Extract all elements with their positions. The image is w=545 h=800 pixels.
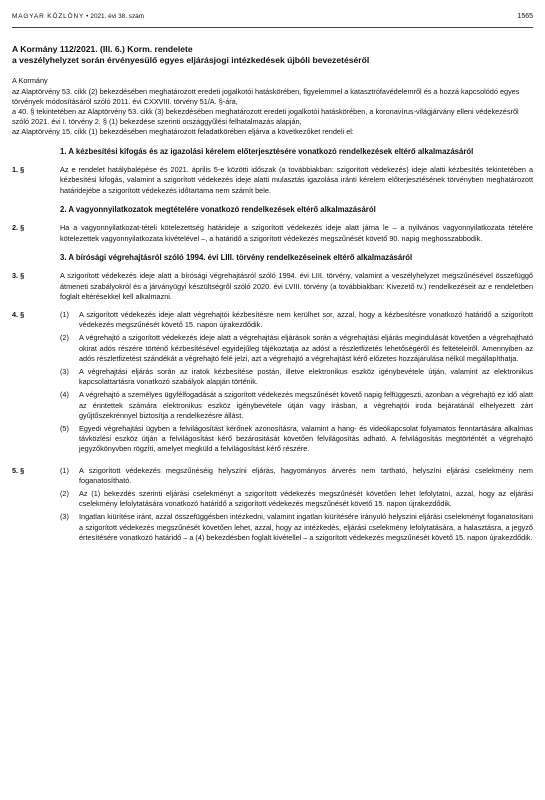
paragraph-number: (3) <box>60 367 69 377</box>
paragraph-number: (1) <box>60 465 69 475</box>
paragraph-text: A végrehajtó a személyes ügyfélfogadását a szigorított védekezés megszűnését követő napig felfüggeszti, azonban a végrehajtó ez idő alatt az érintettek számára elektronikus eszköz igénybevétele útján vagy írásban, a végrehajtói iroda bejáratánál elhelyezett zárt gyűjtőszekrénnyel biztosítja a rendelkezésre állást. <box>79 390 533 420</box>
preamble-line-4: az Alaptörvény 15. cikk (1) bekezdésében meghatározott feladatkörében eljárva a következőket rendeli el: <box>12 127 354 137</box>
section-text: Ha a vagyonnyilatkozat-tételi kötelezettség határideje a szigorított védekezés ideje alatt járna le – a nyilvános vagyonnyilatkozata tételére kötelezettek vagyonnyilatkozata kivételével –, a határidő a szigorított védekezés megszűnését követő 90. napig meghosszabbodik. <box>60 223 533 243</box>
title-line-1: A Kormány 112/2021. (III. 6.) Korm. rendelete <box>12 44 193 54</box>
section-3 <box>12 271 533 302</box>
section-1 <box>12 165 533 196</box>
paragraph-text: Ingatlan kiürítése iránt, azzal összefüggésben intézkedni, valamint ingatlan kiürítésére irányuló helyszíni eljárási cselekményt foganatosítani a szigorított védekezés megszűnését követően lehet, azzal, hogy az intézkedés, eljárási cselekmény lefolytatására, a halasztásra, a jegyző értesítésére vonatkozó határidő – a (4) bekezdésben foglalt kivétellel – a szigorított védekezés megszűnését követő 15. napon újrakezdődik. <box>79 512 533 542</box>
preamble-line-3: a 40. § tekintetében az Alaptörvény 53. cikk (3) bekezdésében meghatározott eredeti jogalkotói hatáskörében, a koronavírus-világjárvány elleni védekezésről szóló 2021. évi I. törvény 2. § (1) bekezdése szerinti országgyűlési felhatalmazás alapján, <box>12 107 519 127</box>
section-paragraphs <box>60 310 533 458</box>
paragraph-text: A végrehajtási eljárás során az iratok kézbesítése postán, illetve elektronikus eszköz igénybevétele útján, valamint az elektronikus kapcsolattartásra vonatkozó szabályok alapján történik. <box>79 367 533 387</box>
paragraph-number: (4) <box>60 390 69 400</box>
section-paragraphs <box>60 466 533 546</box>
chapter-heading: 3. A bírósági végrehajtásról szóló 1994. évi LIII. törvény rendelkezéseinek eltérő alkalmazásáról <box>60 252 413 262</box>
document-title <box>12 44 533 66</box>
section-5 <box>12 466 533 546</box>
paragraph-text: A szigorított védekezés megszűnéséig helyszíni eljárás, hagyományos árverés nem tartható, helyszíni eljárási cselekmény nem foganatosítható. <box>79 465 533 485</box>
title-line-2: a veszélyhelyzet során érvényesülő egyes eljárásjogi intézkedések újbóli bevezetéséről <box>12 55 370 66</box>
paragraph-number: (1) <box>60 310 69 320</box>
section-number: 3. § <box>12 271 25 281</box>
section-number: 2. § <box>12 223 25 233</box>
page-header <box>12 0 533 28</box>
section-text: A szigorított védekezés ideje alatt a bírósági végrehajtásról szóló 1994. évi LIII. törvény, valamint a veszélyhelyzet megszűnésével összefüggő átmeneti szabályokról és a járványügyi készültségről szóló 2020. évi LVIII. törvény (a továbbiakban: Kivezető tv.) rendelkezéseit az e rendeletben foglalt eltérésekkel kell alkalmazni. <box>60 271 533 301</box>
paragraph <box>60 466 533 486</box>
paragraph-text: A végrehajtó a szigorított védekezés ideje alatt a végrehajtási eljárások során a végrehajtási eljárás megindulását követően a végrehajtható okirat adós részére történő kézbesítésével egyidejűleg tájékoztatja az adóst a részletfizetés lehetőségéről és feltételeiről. Amennyiben az adós részletfizetést szándékát a végrehajtó felé jelzi, azt a végrehajtó a végrehajtást kérő előzetes hozzájárulása nélkül megállapíthatja. <box>79 333 533 363</box>
page-number: 1565 <box>517 13 533 20</box>
section-number: 5. § <box>12 465 25 475</box>
paragraph <box>60 512 533 543</box>
paragraph <box>60 333 533 364</box>
chapter-heading: 2. A vagyonnyilatkozatok megtételére vonatkozó rendelkezések eltérő alkalmazásáról <box>60 204 376 214</box>
section-2 <box>12 223 533 243</box>
issue-label: 2021. évi 38. szám <box>90 13 145 20</box>
chapter-heading: 1. A kézbesítési kifogás és az igazolási kérelem előterjesztésére vonatkozó rendelkezések eltérő alkalmazásáról <box>60 146 474 156</box>
journal-name: MAGYAR KÖZLÖNY <box>12 13 85 20</box>
section-number: 4. § <box>12 310 25 320</box>
preamble-line-2: az Alaptörvény 53. cikk (2) bekezdésében meghatározott eredeti jogalkotói hatáskörében, figyelemmel a katasztrófavédelemről és a hozzá kapcsolódó egyes törvények módosításáról szóló 2011. évi CXXVIII. törvény 51/A. §-ára, <box>12 86 520 106</box>
paragraph-text: Egyedi végrehajtási ügyben a felvilágosítást kérőnek azonosításra, valamint a hang- és videókapcsolat folyamatos fenntartására alkalmas távközlési eszköz útján a felvilágosítást kérő bezárositását követően felvilágosítás adható. A felvilágosítás megtörténtét a végrehajtó jegyzőkönyvben rögzíti, amelyet megküld a felvilágosítást kérő részére. <box>79 424 533 454</box>
paragraph <box>60 424 533 455</box>
paragraph-number: (5) <box>60 424 69 434</box>
section-number: 1. § <box>12 165 25 175</box>
paragraph-text: A szigorított védekezés ideje alatt végrehajtói kézbesítésre nem kerülhet sor, azzal, hogy a kézbesítésre vonatkozó határidő a szigorított védekezés megszűnését követő 15. napon újrakezdődik. <box>79 310 533 330</box>
preamble <box>12 76 533 137</box>
paragraph <box>60 367 533 387</box>
paragraph-number: (2) <box>60 489 69 499</box>
preamble-line-1: A Kormány <box>12 76 48 86</box>
section-text: Az e rendelet hatálybalépése és 2021. április 5-e közötti időszak (a továbbiakban: szigorított védekezés) ideje alatti kézbesítés tekintetében a kézbesítési kifogás, valamint a szigorított védekezés ideje alatti mulasztás igazolása iránti kérelem előterjesztésének törvényben meghatározott határidejébe a szigorított védekezés időtartama nem számít bele. <box>60 165 533 195</box>
paragraph <box>60 390 533 421</box>
section-4 <box>12 310 533 458</box>
paragraph-number: (2) <box>60 333 69 343</box>
header-bullet: • <box>86 13 89 20</box>
paragraph-number: (3) <box>60 512 69 522</box>
paragraph <box>60 489 533 509</box>
journal-header <box>12 12 144 22</box>
paragraph-text: Az (1) bekezdés szerinti eljárási cselekményt a szigorított védekezés megszűnését követően lehet lefolytatni, azzal, hogy az eljárási cselekmény lefolytatására vonatkozó határidő a szigorított védekezés megszűnését követő 15. napon újrakezdődik. <box>79 489 533 509</box>
paragraph <box>60 310 533 330</box>
